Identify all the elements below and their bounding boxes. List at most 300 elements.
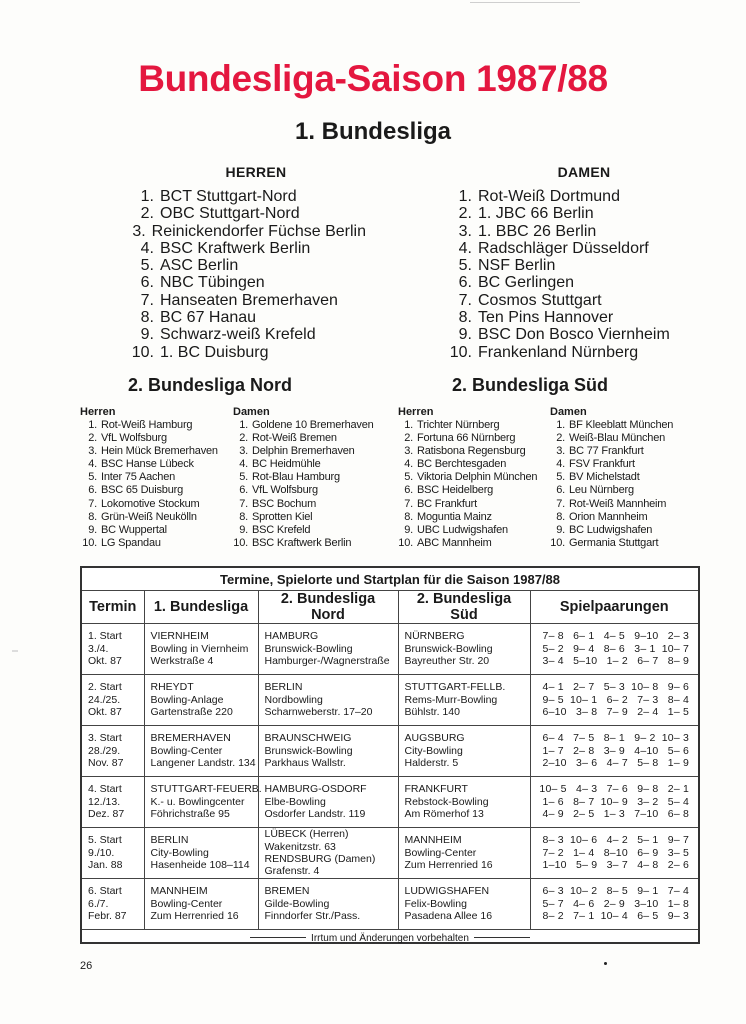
cell-line: Bayreuther Str. 20 [404, 655, 490, 668]
cell-line: 24./25. [88, 693, 121, 706]
cell-pairs [530, 675, 698, 726]
rank-number: 10. [449, 343, 472, 361]
team-name: BC 77 Frankfurt [569, 445, 644, 458]
cell-line: Hamburger-/Wagnerstraße [264, 655, 390, 668]
team-list-item [548, 471, 673, 484]
team-list-item [80, 458, 218, 471]
rank-number: 5. [239, 471, 248, 484]
team-name: NBC Tübingen [160, 274, 265, 292]
rank-number: 3. [88, 445, 97, 458]
footer-rule-right [474, 937, 530, 938]
team-list-item [548, 524, 673, 537]
cell-line: 12./13. [88, 795, 121, 808]
rank-number: 5. [404, 471, 413, 484]
cell-termin [82, 828, 144, 879]
rank-number: 8. [88, 510, 97, 523]
team-list-item [444, 274, 684, 291]
cell-line: Pasadena Allee 16 [404, 910, 493, 923]
nord-damen [231, 406, 374, 550]
team-list-item [396, 458, 537, 471]
top-rule [470, 2, 580, 3]
pairing-line: 3– 4 5–10 1– 2 6– 7 8– 9 [539, 655, 690, 668]
cell-nord [258, 726, 398, 777]
team-list-item [80, 419, 218, 432]
team-list-item [126, 309, 366, 326]
team-list-item [444, 223, 684, 240]
nord-herren-list [80, 419, 218, 550]
cell-line: Bowling-Center [150, 744, 223, 757]
cell-line: 3. Start [88, 732, 122, 745]
cell-line: 1. Start [88, 630, 122, 643]
team-name: BC Frankfurt [417, 497, 477, 510]
league1-herren-heading: HERREN [225, 164, 287, 180]
cell-line: Bowling-Center [404, 846, 477, 859]
rank-number: 9. [140, 326, 154, 344]
team-name: BSC Kraftwerk Berlin [160, 239, 311, 257]
rank-number: 4. [88, 458, 97, 471]
header-nord: 2. Bundesliga Nord [258, 591, 398, 624]
team-name: Grün-Weiß Neukölln [101, 510, 197, 523]
cell-line: Scharnweberstr. 17–20 [264, 706, 373, 719]
cell-line: Febr. 87 [88, 910, 127, 923]
cell-line: Osdorfer Landstr. 119 [264, 808, 366, 821]
rank-number: 5. [458, 257, 472, 275]
rank-number: 8. [404, 510, 413, 523]
cell-bl1 [144, 879, 258, 930]
team-name: Sprotten Kiel [252, 510, 313, 523]
cell-pairs [530, 777, 698, 828]
cell-termin [82, 624, 144, 675]
cell-line: 4. Start [88, 783, 122, 796]
team-list-item [231, 445, 374, 458]
pairing-line: 1–10 5– 9 3– 7 4– 8 2– 6 [539, 859, 690, 872]
team-list-item [444, 240, 684, 257]
team-list-item [231, 511, 374, 524]
rank-number: 1. [404, 419, 413, 431]
team-list-item [396, 484, 537, 497]
cell-sued [398, 828, 530, 879]
cell-line: MANNHEIM [150, 885, 208, 898]
pairing-line: 8– 2 7– 1 10– 4 6– 5 9– 3 [539, 910, 690, 923]
team-list-item [126, 257, 366, 274]
team-name: Hein Mück Bremerhaven [101, 445, 218, 458]
cell-pairs [530, 828, 698, 879]
rank-number: 10. [398, 536, 413, 549]
cell-line: Parkhaus Wallstr. [264, 757, 346, 770]
rank-number: 4. [140, 239, 154, 257]
footer-rule-left [250, 937, 306, 938]
team-name: BSC Bochum [252, 497, 317, 510]
cell-nord [258, 624, 398, 675]
schedule-footer [82, 930, 698, 947]
team-name: 1. BBC 26 Berlin [478, 222, 597, 240]
team-list-item [396, 511, 537, 524]
sued-herren [396, 406, 537, 550]
cell-line: BREMEN [264, 885, 310, 898]
team-name: UBC Ludwigshafen [417, 523, 508, 536]
team-name: Weiß-Blau München [569, 432, 666, 445]
rank-number: 9. [458, 326, 472, 344]
cell-bl1 [144, 624, 258, 675]
team-list-item [231, 498, 374, 511]
rank-number: 8. [458, 309, 472, 327]
team-name: Lokomotive Stockum [101, 497, 200, 510]
cell-line: Dez. 87 [88, 808, 125, 821]
team-list-item [548, 484, 673, 497]
rank-number: 1. [239, 419, 248, 431]
cell-line: Halderstr. 5 [404, 757, 459, 770]
team-list-item [396, 471, 537, 484]
cell-pairs [530, 879, 698, 930]
team-list-item [444, 257, 684, 274]
team-name: 1. BC Duisburg [160, 343, 269, 361]
pairing-line: 1– 6 8– 7 10– 9 3– 2 5– 4 [539, 795, 690, 808]
sued-damen-list [548, 419, 673, 550]
cell-line: NÜRNBERG [404, 630, 465, 643]
cell-line: MANNHEIM [404, 834, 462, 847]
team-name: Ten Pins Hannover [478, 309, 614, 327]
cell-sued [398, 726, 530, 777]
sued-damen-heading: Damen [550, 406, 587, 418]
rank-number: 6. [140, 274, 154, 292]
cell-nord [258, 675, 398, 726]
team-name: VfL Wolfsburg [252, 484, 318, 497]
team-name: BSC Krefeld [252, 523, 311, 536]
scan-mark [12, 650, 18, 652]
team-list-item [548, 498, 673, 511]
rank-number: 7. [404, 497, 413, 510]
cell-line: BERLIN [150, 834, 189, 847]
pairing-line: 4– 9 2– 5 1– 3 7–10 6– 8 [539, 808, 690, 821]
team-list-item [231, 537, 374, 550]
pairing-line: 10– 5 4– 3 7– 6 9– 8 2– 1 [539, 783, 690, 796]
team-name: Rot-Weiß Hamburg [101, 419, 193, 431]
cell-line: Grafenstr. 4 [264, 865, 320, 878]
rank-number: 6. [239, 484, 248, 497]
team-name: BSC Hanse Lübeck [101, 458, 194, 471]
league1-title: 1. Bundesliga [294, 118, 452, 145]
rank-number: 8. [239, 510, 248, 523]
rank-number: 1. [556, 419, 565, 431]
team-name: Schwarz-weiß Krefeld [160, 326, 316, 344]
cell-line: City-Bowling [404, 744, 463, 757]
team-list-item [80, 511, 218, 524]
rank-number: 7. [458, 291, 472, 309]
league1-herren-list [126, 188, 366, 361]
sued-damen [548, 406, 673, 550]
cell-line: 6. Start [88, 885, 122, 898]
cell-line: Elbe-Bowling [264, 795, 326, 808]
rank-number: 3. [556, 445, 565, 458]
rank-number: 2. [140, 205, 154, 223]
team-list-item [548, 537, 673, 550]
team-list-item [548, 445, 673, 458]
cell-sued [398, 624, 530, 675]
cell-line: Gartenstraße 220 [150, 706, 233, 719]
cell-line: Föhrichstraße 95 [150, 808, 230, 821]
team-list-item [548, 432, 673, 445]
league1-damen-list [444, 188, 684, 361]
team-name: VfL Wolfsburg [101, 432, 167, 445]
team-name: ASC Berlin [160, 257, 239, 275]
rank-number: 9. [239, 523, 248, 536]
rank-number: 1. [458, 188, 472, 205]
team-name: Delphin Bremerhaven [252, 445, 355, 458]
team-name: Radschläger Düsseldorf [478, 239, 649, 257]
pairing-line: 5– 2 9– 4 8– 6 3– 1 10– 7 [539, 642, 690, 655]
team-list-item [396, 498, 537, 511]
team-name: NSF Berlin [478, 257, 556, 275]
pairing-line: 5– 7 4– 6 2– 9 3–10 1– 8 [539, 897, 690, 910]
cell-line: 28./29. [88, 744, 121, 757]
team-name: BC Gerlingen [478, 274, 575, 292]
rank-number: 10. [82, 536, 97, 549]
header-bundesliga1: 1. Bundesliga [144, 591, 258, 624]
cell-line: Wakenitzstr. 63 [264, 840, 336, 853]
rank-number: 2. [239, 432, 248, 445]
team-list-item [548, 419, 673, 432]
cell-line: Felix-Bowling [404, 897, 467, 910]
team-list-item [444, 292, 684, 309]
cell-termin [82, 879, 144, 930]
rank-number: 4. [239, 458, 248, 471]
pairing-line: 6– 3 10– 2 8– 5 9– 1 7– 4 [539, 885, 690, 898]
rank-number: 2. [88, 432, 97, 445]
cell-line: Rebstock-Bowling [404, 795, 489, 808]
rank-number: 5. [140, 257, 154, 275]
team-list-item [80, 524, 218, 537]
rank-number: 9. [404, 523, 413, 536]
cell-line: Werkstraße 4 [150, 655, 214, 668]
rank-number: 7. [140, 291, 154, 309]
nord-damen-heading: Damen [233, 406, 270, 418]
schedule-row [82, 828, 698, 879]
cell-nord [258, 777, 398, 828]
cell-line: K.- u. Bowlingcenter [150, 795, 245, 808]
cell-termin [82, 726, 144, 777]
sued-herren-heading: Herren [398, 406, 434, 418]
team-list-item [126, 274, 366, 291]
team-list-item [396, 445, 537, 458]
cell-line: Rems-Murr-Bowling [404, 693, 498, 706]
cell-line: STUTTGART-FEUERB. [150, 783, 262, 796]
cell-sued [398, 777, 530, 828]
sued-title: 2. Bundesliga Süd [452, 375, 609, 395]
team-list-item [444, 326, 684, 343]
team-name: BSC 65 Duisburg [101, 484, 183, 497]
team-name: Cosmos Stuttgart [478, 291, 602, 309]
header-sued: 2. Bundesliga Süd [398, 591, 530, 624]
rank-number: 5. [556, 471, 565, 484]
pairing-line: 6–10 3– 8 7– 9 2– 4 1– 5 [539, 706, 690, 719]
team-name: Frankenland Nürnberg [478, 343, 639, 361]
team-list-item [548, 511, 673, 524]
team-list-item [80, 484, 218, 497]
team-list-item [126, 344, 366, 361]
team-list-item [126, 292, 366, 309]
cell-line: City-Bowling [150, 846, 209, 859]
cell-bl1 [144, 726, 258, 777]
team-list-item [126, 240, 366, 257]
pairing-line: 9– 5 10– 1 6– 2 7– 3 8– 4 [539, 693, 690, 706]
team-list-item [444, 344, 684, 361]
team-name: ABC Mannheim [417, 536, 492, 549]
rank-number: 1. [140, 188, 154, 205]
team-list-item [126, 188, 366, 205]
team-list-item [444, 188, 684, 205]
schedule-row [82, 777, 698, 828]
cell-line: Zum Herrenried 16 [150, 910, 239, 923]
header-termin: Termin [82, 591, 144, 624]
rank-number: 10. [233, 536, 248, 549]
team-name: BC Berchtesgaden [417, 458, 507, 471]
cell-line: Okt. 87 [88, 706, 122, 719]
team-name: Reinickendorfer Füchse Berlin [151, 222, 366, 240]
rank-number: 3. [239, 445, 248, 458]
cell-line: LÜBECK (Herren) [264, 828, 349, 841]
team-name: BSC Don Bosco Viernheim [478, 326, 670, 344]
team-name: Fortuna 66 Nürnberg [417, 432, 516, 445]
cell-pairs [530, 624, 698, 675]
pairing-line: 6– 4 7– 5 8– 1 9– 2 10– 3 [539, 732, 690, 745]
cell-line: HAMBURG [264, 630, 319, 643]
team-name: BC Ludwigshafen [569, 523, 653, 536]
cell-pairs [530, 726, 698, 777]
rank-number: 3. [132, 222, 146, 240]
cell-bl1 [144, 675, 258, 726]
rank-number: 4. [458, 239, 472, 257]
team-name: Goldene 10 Bremerhaven [252, 419, 374, 431]
team-name: Orion Mannheim [569, 510, 648, 523]
sued-herren-list [396, 419, 537, 550]
header-spielpaarungen: Spielpaarungen [530, 591, 698, 624]
rank-number: 3. [404, 445, 413, 458]
cell-bl1 [144, 828, 258, 879]
cell-line: BREMERHAVEN [150, 732, 231, 745]
team-list-item [126, 326, 366, 343]
cell-line: 9./10. [88, 846, 115, 859]
cell-nord [258, 879, 398, 930]
rank-number: 8. [556, 510, 565, 523]
team-list-item [396, 432, 537, 445]
cell-line: 2. Start [88, 681, 122, 694]
pairing-line: 7– 8 6– 1 4– 5 9–10 2– 3 [539, 630, 690, 643]
team-name: FSV Frankfurt [569, 458, 635, 471]
team-list-item [231, 484, 374, 497]
rank-number: 10. [550, 536, 565, 549]
schedule-row [82, 624, 698, 675]
team-name: BSC Kraftwerk Berlin [252, 536, 352, 549]
cell-line: 5. Start [88, 834, 122, 847]
cell-bl1 [144, 777, 262, 828]
team-name: Leu Nürnberg [569, 484, 634, 497]
cell-line: Bowling in Viernheim [150, 642, 249, 655]
team-name: BSC Heidelberg [417, 484, 494, 497]
league1-damen [444, 164, 684, 361]
cell-line: STUTTGART-FELLB. [404, 681, 506, 694]
team-name: Rot-Weiß Bremen [252, 432, 337, 445]
team-name: Moguntia Mainz [417, 510, 492, 523]
page-number: 26 [80, 960, 93, 972]
cell-termin [82, 675, 144, 726]
cell-line: FRANKFURT [404, 783, 468, 796]
team-name: LG Spandau [101, 536, 161, 549]
cell-line: VIERNHEIM [150, 630, 209, 643]
team-list-item [126, 223, 366, 240]
cell-line: Hasenheide 108–114 [150, 859, 250, 872]
cell-line: 6./7. [88, 897, 109, 910]
page-title: Bundesliga-Saison 1987/88 [138, 58, 608, 99]
cell-nord [258, 828, 398, 879]
schedule-row [82, 675, 698, 726]
schedule-table [80, 566, 700, 944]
team-name: BC Wuppertal [101, 523, 167, 536]
nord-title: 2. Bundesliga Nord [128, 375, 293, 395]
cell-line: Gilde-Bowling [264, 897, 330, 910]
pairing-line: 8– 3 10– 6 4– 2 5– 1 9– 7 [539, 834, 690, 847]
team-list-item [444, 205, 684, 222]
rank-number: 7. [88, 497, 97, 510]
team-name: OBC Stuttgart-Nord [160, 205, 300, 223]
pairing-line: 4– 1 2– 7 5– 3 10– 8 9– 6 [539, 681, 690, 694]
team-name: Rot-Weiß Dortmund [478, 188, 620, 205]
rank-number: 9. [88, 523, 97, 536]
team-list-item [80, 498, 218, 511]
cell-line: 3./4. [88, 642, 109, 655]
pairing-line: 1– 7 2– 8 3– 9 4–10 5– 6 [539, 744, 690, 757]
cell-sued [398, 675, 530, 726]
rank-number: 4. [556, 458, 565, 471]
team-list-item [80, 432, 218, 445]
team-list-item [80, 471, 218, 484]
footer-note: Irrtum und Änderungen vorbehalten [311, 932, 469, 944]
team-name: Inter 75 Aachen [101, 471, 176, 484]
print-speck [604, 962, 607, 965]
rank-number: 10. [131, 343, 154, 361]
schedule-row [82, 726, 698, 777]
team-list-item [231, 524, 374, 537]
cell-line: Brunswick-Bowling [264, 744, 353, 757]
team-name: BF Kleeblatt München [569, 419, 674, 431]
team-name: BC 67 Hanau [160, 309, 257, 327]
pairing-line: 2–10 3– 6 4– 7 5– 8 1– 9 [539, 757, 690, 770]
team-name: Trichter Nürnberg [417, 419, 500, 431]
rank-number: 6. [458, 274, 472, 292]
cell-line: Jan. 88 [88, 859, 123, 872]
cell-line: Zum Herrenried 16 [404, 859, 493, 872]
team-name: Hanseaten Bremerhaven [160, 291, 338, 309]
nord-herren-heading: Herren [80, 406, 116, 418]
rank-number: 6. [404, 484, 413, 497]
nord-damen-list [231, 419, 374, 550]
rank-number: 4. [404, 458, 413, 471]
cell-line: Bowling-Anlage [150, 693, 224, 706]
cell-line: AUGSBURG [404, 732, 465, 745]
rank-number: 2. [458, 205, 472, 223]
cell-line: LUDWIGSHAFEN [404, 885, 490, 898]
cell-sued [398, 879, 530, 930]
cell-line: Langener Landstr. 134 [150, 757, 256, 770]
cell-termin [82, 777, 144, 828]
team-name: BCT Stuttgart-Nord [160, 188, 297, 205]
team-list-item [231, 471, 374, 484]
league1-herren [126, 164, 366, 361]
rank-number: 7. [239, 497, 248, 510]
team-name: 1. JBC 66 Berlin [478, 205, 594, 223]
rank-number: 2. [556, 432, 565, 445]
cell-line: Brunswick-Bowling [264, 642, 353, 655]
rank-number: 2. [404, 432, 413, 445]
